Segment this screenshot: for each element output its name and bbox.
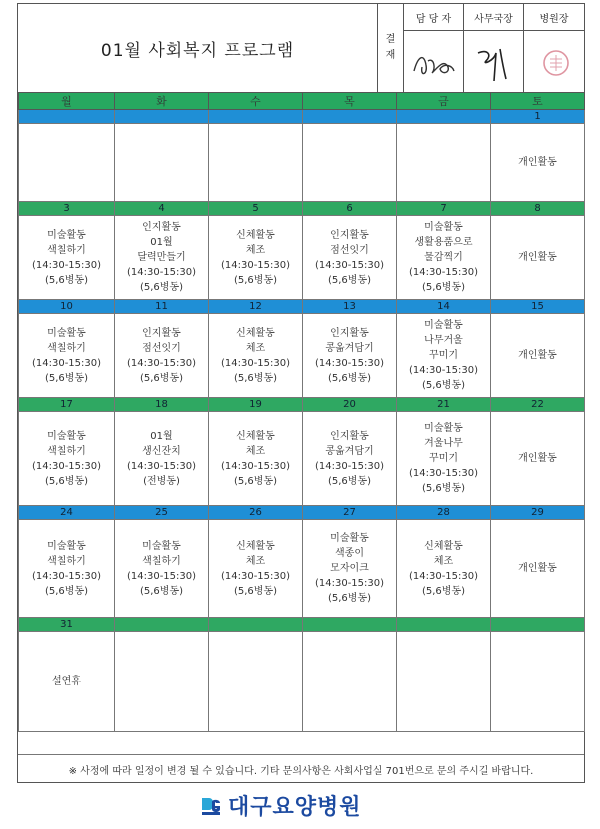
- day-cell: [491, 632, 585, 732]
- day-header: 수: [209, 93, 303, 110]
- date-bar-row: [19, 202, 585, 216]
- day-cell: [19, 520, 115, 618]
- date-number: 19: [209, 398, 303, 412]
- signature-icon: [404, 31, 464, 93]
- program-line: (5,6병동): [421, 585, 466, 597]
- date-number: [303, 110, 397, 124]
- week-content-row: [19, 632, 585, 732]
- program-line: (5,6병동): [44, 274, 89, 286]
- program-line: (5,6병동): [44, 585, 89, 597]
- day-cell: [397, 632, 491, 732]
- program-line: 신체활동: [236, 229, 275, 241]
- program-line: 인지활동: [330, 229, 369, 241]
- signature-director: [464, 31, 523, 93]
- day-cell: [303, 216, 397, 300]
- program-line: (14:30-15:30): [220, 460, 291, 472]
- title-box: [18, 4, 378, 92]
- program-line: 개인활동: [518, 453, 557, 464]
- program-line: 신체활동: [236, 327, 275, 339]
- day-cell: [491, 216, 585, 300]
- program-line: 신체활동: [424, 540, 463, 552]
- program-line: (5,6병동): [139, 282, 184, 293]
- program-line: 설연휴: [52, 676, 81, 687]
- date-number: 27: [303, 506, 397, 520]
- date-number: 13: [303, 300, 397, 314]
- program-line: 색칠하기: [142, 555, 181, 567]
- program-line: (5,6병동): [44, 475, 89, 487]
- program-line: 체조: [245, 244, 266, 256]
- day-cell: [397, 520, 491, 618]
- signature-icon: [464, 31, 524, 93]
- day-header: 월: [19, 93, 115, 110]
- date-bar-row: [19, 110, 585, 124]
- day-cell: [209, 520, 303, 618]
- date-bar-row: [19, 618, 585, 632]
- program-line: 모자이크: [330, 563, 369, 574]
- program-line: (5,6병동): [327, 372, 372, 384]
- program-line: (5,6병동): [233, 274, 278, 286]
- hospital-logo: [200, 790, 362, 821]
- day-cell: [303, 412, 397, 506]
- day-cell: [303, 632, 397, 732]
- day-cell: [303, 520, 397, 618]
- day-cell: [115, 314, 209, 398]
- day-cell: [303, 124, 397, 202]
- program-line: (5,6병동): [139, 585, 184, 597]
- program-line: (5,6병동): [327, 475, 372, 487]
- date-number: 5: [209, 202, 303, 216]
- date-number: 26: [209, 506, 303, 520]
- day-header: 화: [115, 93, 209, 110]
- program-line: 체조: [245, 445, 266, 457]
- program-line: (14:30-15:30): [314, 460, 385, 472]
- date-number: 22: [491, 398, 585, 412]
- program-line: 생활용품으로: [414, 237, 473, 248]
- program-line: 체조: [433, 555, 454, 567]
- program-line: 미술활동: [47, 229, 86, 241]
- footer-note: ※ 사정에 따라 일정이 변경 될 수 있습니다. 기타 문의사항은 사회사업실 701번으로 문의 주시길 바랍니다.: [18, 754, 584, 783]
- program-line: 나무거울: [424, 335, 463, 346]
- program-line: (14:30-15:30): [220, 570, 291, 582]
- day-cell: [397, 314, 491, 398]
- program-line: (5,6병동): [233, 372, 278, 384]
- program-line: 색칠하기: [47, 342, 86, 354]
- date-number: 31: [19, 618, 115, 632]
- date-number: 28: [397, 506, 491, 520]
- program-line: 꾸미기: [429, 350, 458, 361]
- date-number: 8: [491, 202, 585, 216]
- program-line: 신체활동: [236, 430, 275, 442]
- program-line: (14:30-15:30): [126, 570, 197, 582]
- day-header: 목: [303, 93, 397, 110]
- program-line: 인지활동: [142, 327, 181, 339]
- program-line: (5,6병동): [139, 372, 184, 384]
- program-line: (14:30-15:30): [408, 365, 479, 376]
- program-line: 개인활동: [518, 563, 557, 574]
- program-line: 01월: [150, 237, 173, 248]
- date-number: 21: [397, 398, 491, 412]
- date-number: 20: [303, 398, 397, 412]
- program-line: 미술활동: [47, 327, 86, 339]
- program-line: 색칠하기: [47, 244, 86, 256]
- day-cell: [491, 314, 585, 398]
- date-number: [209, 618, 303, 632]
- date-number: [491, 618, 585, 632]
- date-bar-row: [19, 398, 585, 412]
- week-content-row: [19, 520, 585, 618]
- program-line: (5,6병동): [421, 483, 466, 494]
- signature-manager: [404, 31, 463, 93]
- approval-col-head: [524, 4, 584, 92]
- program-line: (14:30-15:30): [408, 468, 479, 479]
- program-line: (14:30-15:30): [31, 570, 102, 582]
- day-cell: [303, 314, 397, 398]
- day-cell: [19, 412, 115, 506]
- program-line: 미술활동: [424, 222, 463, 233]
- day-cell: [397, 124, 491, 202]
- day-cell: [491, 124, 585, 202]
- date-bar-row: [19, 300, 585, 314]
- program-line: 미술활동: [142, 540, 181, 552]
- approval-head: 병원장: [524, 4, 584, 31]
- approval-label-char: 결: [385, 34, 396, 45]
- day-cell: [19, 124, 115, 202]
- day-cell: [397, 216, 491, 300]
- date-number: [209, 110, 303, 124]
- date-number: 29: [491, 506, 585, 520]
- approval-col-manager: [404, 4, 464, 92]
- date-number: 3: [19, 202, 115, 216]
- week-content-row: [19, 124, 585, 202]
- program-line: 겨울나무: [424, 438, 463, 449]
- program-line: (14:30-15:30): [408, 570, 479, 582]
- date-number: 25: [115, 506, 209, 520]
- day-cell: [115, 216, 209, 300]
- date-number: [19, 110, 115, 124]
- program-line: (5,6병동): [233, 585, 278, 597]
- program-line: (5,6병동): [327, 593, 372, 604]
- day-header: 토: [491, 93, 585, 110]
- program-line: (5,6병동): [44, 372, 89, 384]
- approval-head: 담 당 자: [404, 4, 463, 31]
- program-line: (14:30-15:30): [408, 267, 479, 278]
- date-number: 7: [397, 202, 491, 216]
- program-line: (5,6병동): [421, 282, 466, 293]
- program-line: 색칠하기: [47, 445, 86, 457]
- day-cell: [115, 412, 209, 506]
- date-number: [397, 618, 491, 632]
- date-number: 18: [115, 398, 209, 412]
- program-line: (14:30-15:30): [126, 460, 197, 472]
- program-line: (14:30-15:30): [314, 259, 385, 271]
- date-number: 24: [19, 506, 115, 520]
- program-line: (전병동): [143, 475, 180, 487]
- program-line: 달력만들기: [137, 252, 186, 263]
- program-line: (5,6병동): [233, 475, 278, 487]
- page-title: 01월 사회복지 프로그램: [100, 40, 295, 61]
- day-cell: [491, 520, 585, 618]
- date-number: 1: [491, 110, 585, 124]
- week-content-row: [19, 412, 585, 506]
- date-number: 10: [19, 300, 115, 314]
- program-line: 미술활동: [424, 320, 463, 331]
- date-number: 12: [209, 300, 303, 314]
- day-cell: [209, 216, 303, 300]
- logo-icon: [200, 795, 222, 817]
- date-number: 6: [303, 202, 397, 216]
- date-number: 11: [115, 300, 209, 314]
- calendar-table: [18, 92, 585, 732]
- day-cell: [19, 314, 115, 398]
- program-line: 미술활동: [47, 540, 86, 552]
- seal-icon: [524, 31, 584, 93]
- day-cell: [115, 124, 209, 202]
- date-number: [303, 618, 397, 632]
- program-line: (14:30-15:30): [126, 267, 197, 278]
- program-line: 미술활동: [330, 533, 369, 544]
- program-line: (14:30-15:30): [220, 357, 291, 369]
- header: [18, 4, 584, 93]
- day-cell: [209, 314, 303, 398]
- program-line: 01월: [150, 430, 173, 442]
- program-line: 인지활동: [142, 222, 181, 233]
- approval-box: [404, 4, 584, 92]
- program-line: (14:30-15:30): [31, 460, 102, 472]
- day-cell: [209, 124, 303, 202]
- date-number: [115, 618, 209, 632]
- day-cell: [491, 412, 585, 506]
- program-line: 생신잔치: [142, 445, 181, 457]
- day-cell: [209, 632, 303, 732]
- approval-label: [378, 4, 404, 92]
- day-cell: [19, 632, 115, 732]
- program-line: (14:30-15:30): [31, 259, 102, 271]
- program-line: (14:30-15:30): [31, 357, 102, 369]
- program-line: 색종이: [335, 548, 364, 559]
- day-cell: [209, 412, 303, 506]
- date-number: 17: [19, 398, 115, 412]
- date-number: [115, 110, 209, 124]
- day-cell: [397, 412, 491, 506]
- date-number: 15: [491, 300, 585, 314]
- day-cell: [115, 632, 209, 732]
- program-line: 체조: [245, 555, 266, 567]
- program-line: 개인활동: [518, 252, 557, 263]
- date-number: 4: [115, 202, 209, 216]
- program-line: 콩옮겨담기: [325, 445, 374, 457]
- approval-head: 사무국장: [464, 4, 523, 31]
- program-line: 신체활동: [236, 540, 275, 552]
- date-number: 14: [397, 300, 491, 314]
- program-line: 미술활동: [47, 430, 86, 442]
- program-line: 물감찍기: [424, 252, 463, 263]
- schedule-sheet: [17, 3, 585, 783]
- program-line: 점선잇기: [330, 244, 369, 256]
- program-line: (5,6병동): [421, 380, 466, 391]
- program-line: 꾸미기: [429, 453, 458, 464]
- program-line: 콩옮겨담기: [325, 342, 374, 354]
- week-content-row: [19, 216, 585, 300]
- program-line: 인지활동: [330, 430, 369, 442]
- program-line: 미술활동: [424, 423, 463, 434]
- program-line: 점선잇기: [142, 342, 181, 354]
- program-line: 색칠하기: [47, 555, 86, 567]
- program-line: (14:30-15:30): [220, 259, 291, 271]
- program-line: (14:30-15:30): [314, 578, 385, 589]
- seal-stamp: [524, 31, 584, 93]
- program-line: (14:30-15:30): [314, 357, 385, 369]
- program-line: (5,6병동): [327, 274, 372, 286]
- program-line: 개인활동: [518, 157, 557, 168]
- program-line: (14:30-15:30): [126, 357, 197, 369]
- program-line: 개인활동: [518, 350, 557, 361]
- day-header-row: [19, 93, 585, 110]
- date-number: [397, 110, 491, 124]
- week-content-row: [19, 314, 585, 398]
- date-bar-row: [19, 506, 585, 520]
- logo-text: 대구요양병원: [228, 795, 362, 820]
- approval-col-director: [464, 4, 524, 92]
- day-header: 금: [397, 93, 491, 110]
- day-cell: [19, 216, 115, 300]
- approval-label-char: 재: [385, 50, 396, 61]
- day-cell: [115, 520, 209, 618]
- program-line: 인지활동: [330, 327, 369, 339]
- program-line: 체조: [245, 342, 266, 354]
